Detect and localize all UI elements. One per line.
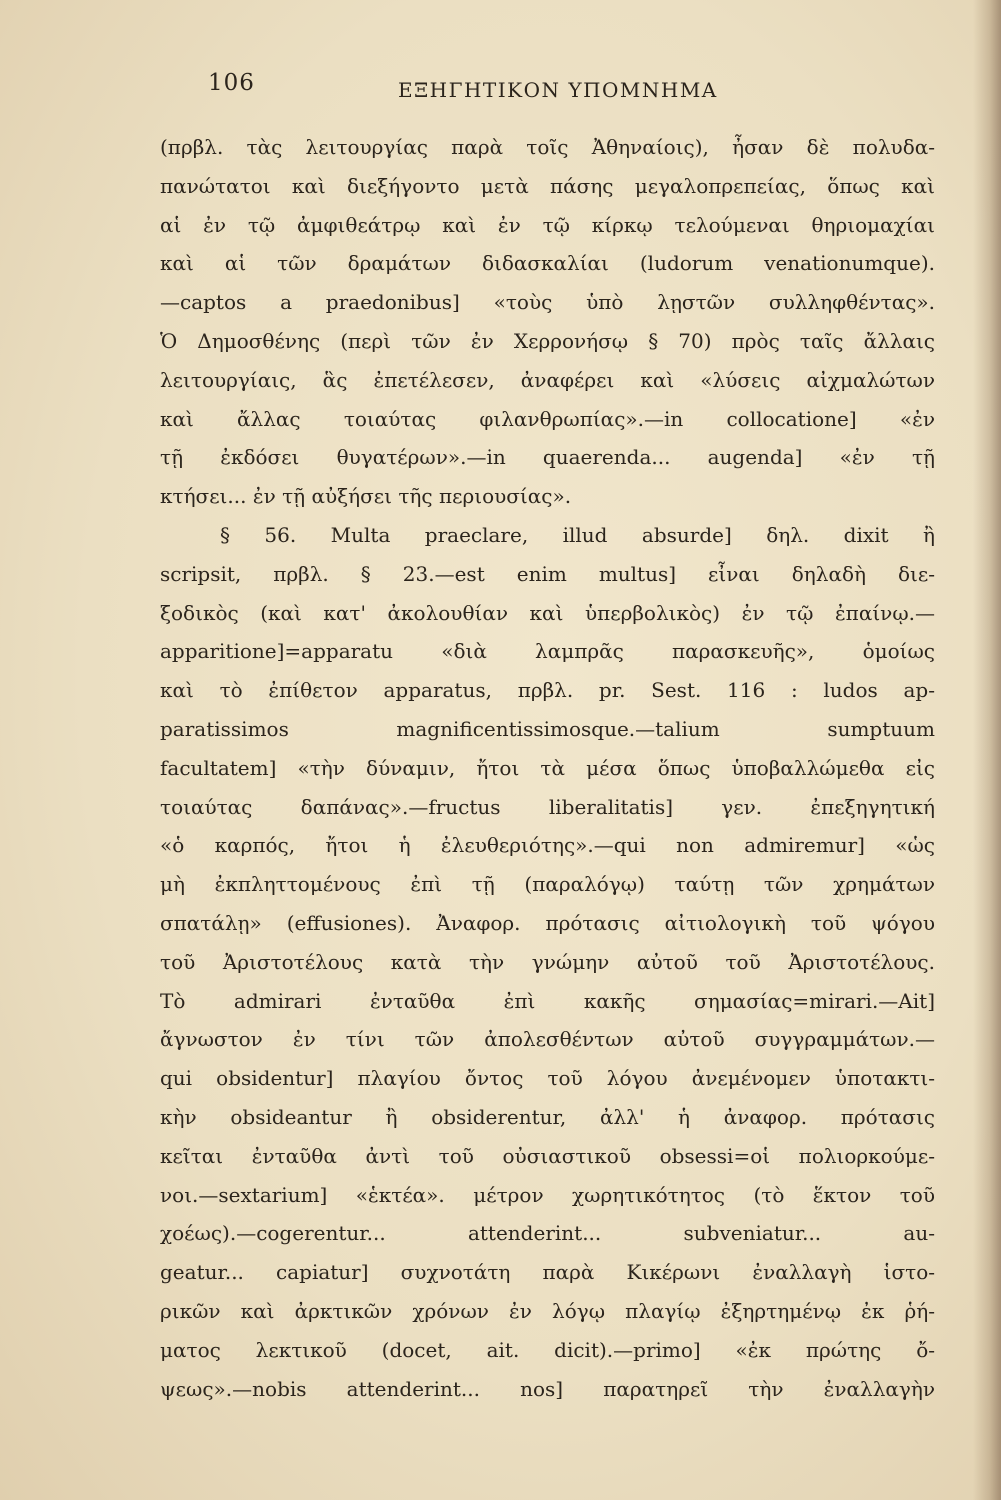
paragraph-start-line: § 56. Multa praeclare, illud absurde] δηλ. dixit ἢ bbox=[220, 522, 935, 547]
text-line: λειτουργίαις, ἃς ἐπετέλεσεν, ἀναφέρει καὶ «λύσεις αἰχμαλώτων bbox=[160, 367, 935, 392]
text-line: καὶ τὸ ἐπίθετον apparatus, πρβλ. pr. Sest. 116 : ludos ap- bbox=[160, 678, 935, 703]
text-line: σπατάλῃ» (effusiones). Ἀναφορ. πρότασις αἰτιολογικὴ τοῦ ψόγου bbox=[160, 910, 935, 935]
text-line: τοιαύτας δαπάνας».—fructus liberalitatis] γεν. ἐπεξηγητική bbox=[160, 794, 935, 819]
text-line: κεῖται ἐνταῦθα ἀντὶ τοῦ οὐσιαστικοῦ obsessi=οἱ πολιορκούμε- bbox=[160, 1143, 935, 1168]
text-line: κὴν obsideantur ἢ obsiderentur, ἀλλ' ἡ ἀναφορ. πρότασις bbox=[160, 1104, 935, 1129]
running-title: ΕΞΗΓΗΤΙΚΟΝ ΥΠΟΜΝΗΜΑ bbox=[398, 78, 718, 102]
text-line: ξοδικὸς (καὶ κατ' ἀκολουθίαν καὶ ὑπερβολικὸς) ἐν τῷ ἐπαίνῳ.— bbox=[160, 600, 935, 625]
page-edge-shadow bbox=[973, 0, 1001, 1500]
text-line: κτήσει... ἐν τῇ αὐξήσει τῆς περιουσίας». bbox=[160, 484, 572, 509]
text-line: καὶ αἱ τῶν δραμάτων διδασκαλίαι (ludorum venationumque). bbox=[160, 251, 935, 276]
page-header bbox=[208, 70, 768, 110]
text-line: ἄγνωστον ἐν τίνι τῶν ἀπολεσθέντων αὐτοῦ συγγραμμάτων.— bbox=[160, 1027, 935, 1052]
text-line: facultatem] «τὴν δύναμιν, ἤτοι τὰ μέσα ὅπως ὑποβαλλώμεθα εἰς bbox=[160, 755, 935, 780]
page-number: 106 bbox=[208, 70, 255, 96]
text-line: πανώτατοι καὶ διεξήγοντο μετὰ πάσης μεγαλοπρεπείας, ὅπως καὶ bbox=[160, 173, 935, 198]
text-line: apparitione]=apparatu «διὰ λαμπρᾶς παρασκευῆς», ὁμοίως bbox=[160, 639, 935, 664]
text-line: geatur... capiatur] συχνοτάτη παρὰ Κικέρωνι ἐναλλαγὴ ἱστο- bbox=[160, 1260, 935, 1285]
text-line: νοι.—sextarium] «ἑκτέα». μέτρον χωρητικότητος (τὸ ἕκτον τοῦ bbox=[160, 1182, 935, 1207]
text-line: (πρβλ. τὰς λειτουργίας παρὰ τοῖς Ἀθηναίοις), ἦσαν δὲ πολυδα- bbox=[160, 135, 935, 159]
text-line: αἱ ἐν τῷ ἀμφιθεάτρῳ καὶ ἐν τῷ κίρκῳ τελούμεναι θηριομαχίαι bbox=[160, 212, 935, 237]
text-line: τῇ ἐκδόσει θυγατέρων».—in quaerenda... augenda] «ἐν τῇ bbox=[160, 445, 935, 470]
text-line: qui obsidentur] πλαγίου ὄντος τοῦ λόγου ἀνεμένομεν ὑποτακτι- bbox=[160, 1066, 935, 1091]
text-line: Ὁ Δημοσθένης (περὶ τῶν ἐν Χερρονήσῳ § 70) πρὸς ταῖς ἄλλαις bbox=[160, 328, 935, 353]
text-line: —captos a praedonibus] «τοὺς ὑπὸ λῃστῶν συλληφθέντας». bbox=[160, 290, 935, 315]
text-line: Τὸ admirari ἐνταῦθα ἐπὶ κακῆς σημασίας=mirari.—Ait] bbox=[160, 988, 935, 1013]
text-line: paratissimos magnificentissimosque.—talium sumptuum bbox=[160, 716, 935, 741]
text-line: καὶ ἄλλας τοιαύτας φιλανθρωπίας».—in collocatione] «ἐν bbox=[160, 406, 935, 431]
text-line: ψεως».—nobis attenderint... nos] παρατηρεῖ τὴν ἐναλλαγὴν bbox=[160, 1376, 935, 1401]
text-line: scripsit, πρβλ. § 23.—est enim multus] εἶναι δηλαδὴ διε- bbox=[160, 561, 935, 586]
text-line: ρικῶν καὶ ἀρκτικῶν χρόνων ἐν λόγῳ πλαγίῳ ἐξηρτημένῳ ἐκ ῥή- bbox=[160, 1298, 935, 1323]
text-line: μὴ ἐκπληττομένους ἐπὶ τῇ (παραλόγῳ) ταύτῃ τῶν χρημάτων bbox=[160, 872, 935, 897]
text-line: χοέως).—cogerentur... attenderint... subveniatur... au- bbox=[160, 1221, 935, 1246]
text-line: ματος λεκτικοῦ (docet, ait. dicit).—primo] «ἐκ πρώτης ὄ- bbox=[160, 1337, 935, 1362]
commentary-text bbox=[160, 128, 935, 1408]
text-line: «ὁ καρπός, ἤτοι ἡ ἐλευθεριότης».—qui non admiremur] «ὡς bbox=[160, 833, 935, 858]
text-line: τοῦ Ἀριστοτέλους κατὰ τὴν γνώμην αὐτοῦ τοῦ Ἀριστοτέλους. bbox=[160, 949, 935, 974]
